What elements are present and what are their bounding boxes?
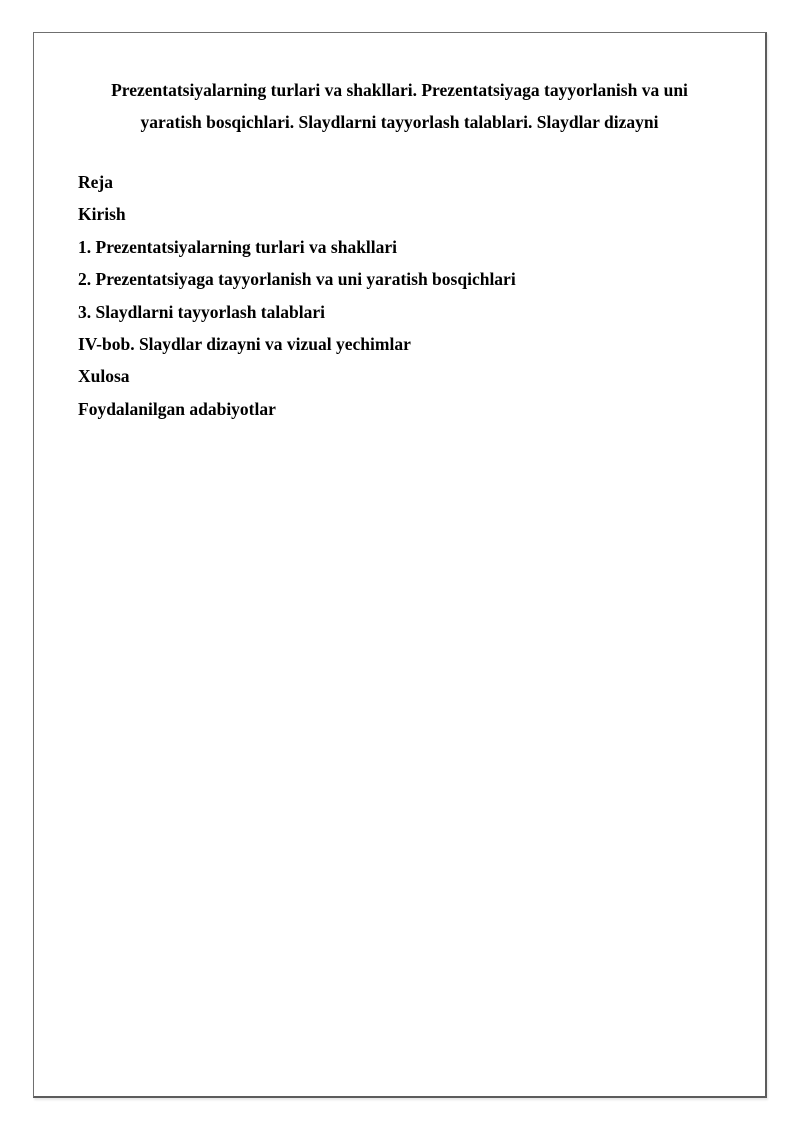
toc-item: Kirish	[78, 204, 126, 225]
toc-item: IV-bob. Slaydlar dizayni va vizual yechimlar	[78, 334, 411, 355]
document-page	[33, 32, 767, 1098]
document-title-line: yaratish bosqichlari. Slaydlarni tayyorlash talablari. Slaydlar dizayni	[140, 112, 659, 132]
toc-item: Foydalanilgan adabiyotlar	[78, 398, 276, 419]
toc-item: 1. Prezentatsiyalarning turlari va shakllari	[78, 236, 398, 257]
toc-list	[78, 166, 725, 425]
toc-item: 2. Prezentatsiyaga tayyorlanish va uni yaratish bosqichlari	[78, 269, 516, 290]
document-title	[74, 74, 725, 138]
toc-item: Xulosa	[78, 366, 130, 387]
toc-item: 3. Slaydlarni tayyorlash talablari	[78, 301, 325, 322]
document-title-line: Prezentatsiyalarning turlari va shakllari. Prezentatsiyaga tayyorlanish va uni	[111, 80, 688, 100]
toc-item: Reja	[78, 172, 113, 192]
